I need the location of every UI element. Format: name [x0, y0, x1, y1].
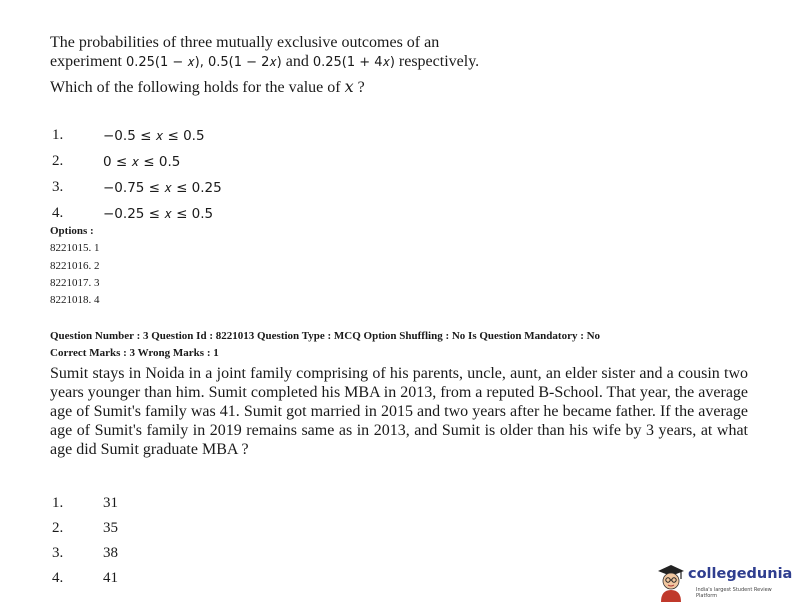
- q2-stem-line2: [50, 51, 479, 74]
- option-id-3: 8221017. 3: [50, 277, 100, 289]
- q2-option-3-text: −0.75 ≤ 𝑥 ≤ 0.25: [103, 180, 222, 196]
- q2-option-3-number: 3.: [52, 179, 64, 195]
- option-id-2: 8221016. 2: [50, 260, 100, 272]
- q3-meta-line: Question Number : 3 Question Id : 8221013 Question Type : MCQ Option Shuffling : No Is Question Mandatory : No: [50, 330, 601, 342]
- q3-option-4-number: 4.: [52, 570, 64, 586]
- q2-option-4-text: −0.25 ≤ 𝑥 ≤ 0.5: [103, 206, 214, 222]
- collegedunia-logo: [656, 562, 792, 606]
- q3-option-2-text: 35: [103, 520, 118, 536]
- q2-option-2-text: 0 ≤ 𝑥 ≤ 0.5: [103, 154, 181, 170]
- q3-option-2-number: 2.: [52, 520, 64, 536]
- q2-expression-1: 0.25(1 − 𝑥), 0.5(1 − 2𝑥): [125, 55, 282, 70]
- options-label: Options :: [50, 225, 94, 237]
- q3-option-1-text: 31: [103, 495, 118, 511]
- q3-option-1-number: 1.: [52, 495, 64, 511]
- q2-stem-prefix: experiment: [50, 53, 122, 70]
- logo-wordmark: collegedunia: [688, 566, 792, 582]
- q2-expression-2: 0.25(1 + 4𝑥): [312, 55, 395, 70]
- q2-option-4-number: 4.: [52, 205, 64, 221]
- q3-marks-line: Correct Marks : 3 Wrong Marks : 1: [50, 347, 219, 359]
- q2-and: and: [285, 53, 309, 70]
- q3-option-4-text: 41: [103, 570, 118, 586]
- option-id-4: 8221018. 4: [50, 294, 100, 306]
- q3-option-3-text: 38: [103, 545, 118, 561]
- q2-option-2-number: 2.: [52, 153, 64, 169]
- q2-option-1-number: 1.: [52, 127, 64, 143]
- q2-stem-line3: Which of the following holds for the value of 𝑥 ?: [50, 79, 365, 96]
- logo-tagline: India's largest Student Review Platform: [696, 587, 772, 599]
- option-id-1: 8221015. 1: [50, 242, 100, 254]
- student-avatar-icon: [656, 562, 686, 602]
- q2-stem-line1: The probabilities of three mutually exclusive outcomes of an: [50, 34, 440, 51]
- q2-option-1-text: −0.5 ≤ 𝑥 ≤ 0.5: [103, 128, 205, 144]
- q3-option-3-number: 3.: [52, 545, 64, 561]
- q3-question-text: Sumit stays in Noida in a joint family comprising of his parents, uncle, aunt, an elder sister and a cousin two years younger than him. Sumit completed his MBA in 2013, from a reputed B-School. That year, the average age of Sumit's family was 41. Sumit got married in 2015 and two years after he became father. If the average age of Sumit's family in 2019 remains same as in 2013, and Sumit is older than his wife by 3 years, at what age did Sumit graduate MBA ?: [50, 365, 749, 458]
- q2-stem-suffix: respectively.: [398, 53, 480, 70]
